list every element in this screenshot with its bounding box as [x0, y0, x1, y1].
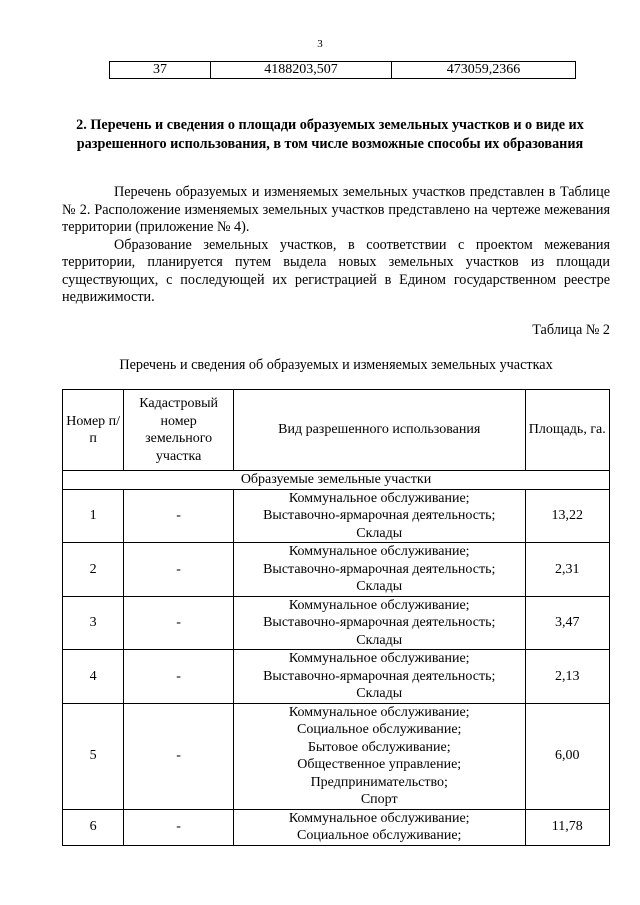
cell-cadastral: - — [124, 489, 234, 543]
table-body — [63, 471, 610, 846]
table-label: Таблица № 2 — [532, 322, 610, 338]
use-line: Бытовое обслуживание; — [307, 739, 451, 755]
table-row — [63, 596, 610, 650]
table-header-row — [63, 390, 610, 471]
use-line: Склады — [356, 632, 403, 648]
cell-area: 11,78 — [525, 809, 609, 845]
use-line: Коммунальное обслуживание; — [288, 651, 470, 666]
cell-cadastral: - — [124, 596, 234, 650]
body-text — [62, 184, 610, 307]
use-line: Социальное обслуживание; — [296, 828, 462, 843]
use-line: Склады — [356, 686, 403, 701]
cell-num: 5 — [63, 703, 124, 809]
table-cell: 4188203,507 — [211, 62, 392, 79]
cell-area: 6,00 — [525, 703, 609, 809]
table-row — [63, 543, 610, 597]
cell-area: 13,22 — [525, 489, 609, 543]
cell-area: 2,13 — [525, 650, 609, 704]
cell-area: 3,47 — [525, 596, 609, 650]
header-use: Вид разрешенного использования — [233, 390, 525, 471]
cell-area: 2,31 — [525, 543, 609, 597]
paragraph: Перечень образуемых и изменяемых земельных участков представлен в Таблице № 2. Расположение изменяемых земельных участков представлено на чертеже межевания территории (приложение № 4). — [62, 184, 610, 235]
cell-use — [233, 596, 525, 650]
table-group-row — [63, 471, 610, 490]
header-num: Номер п/п — [63, 390, 124, 471]
use-line: Коммунальное обслуживание; — [288, 544, 470, 559]
use-line: Коммунальное обслуживание; — [288, 597, 470, 613]
cell-cadastral: - — [124, 703, 234, 809]
cell-use — [233, 543, 525, 597]
use-line: Коммунальное обслуживание; — [288, 490, 470, 506]
continued-coordinates-table — [109, 61, 576, 79]
cell-cadastral: - — [124, 809, 234, 845]
use-line: Выставочно-ярмарочная деятельность; — [263, 668, 496, 684]
use-line: Коммунальное обслуживание; — [288, 810, 470, 826]
cell-cadastral: - — [124, 543, 234, 597]
group-title: Образуемые земельные участки — [63, 471, 610, 490]
use-line: Склады — [356, 525, 403, 541]
table-row — [63, 809, 610, 845]
cell-use — [233, 489, 525, 543]
table-caption: Перечень и сведения об образуемых и изменяемых земельных участках — [119, 357, 553, 373]
use-line: Склады — [356, 579, 403, 594]
use-line: Спорт — [360, 792, 398, 807]
use-line: Выставочно-ярмарочная деятельность; — [263, 508, 496, 523]
cell-num: 2 — [63, 543, 124, 597]
table-row — [110, 62, 576, 79]
table-cell: 37 — [110, 62, 211, 79]
cell-use — [233, 703, 525, 809]
cell-use — [233, 650, 525, 704]
use-line: Предпринимательство; — [310, 774, 448, 790]
cell-num: 1 — [63, 489, 124, 543]
cell-cadastral: - — [124, 650, 234, 704]
cell-num: 3 — [63, 596, 124, 650]
cell-use — [233, 809, 525, 845]
section-heading: 2. Перечень и сведения о площади образуемых земельных участков и о виде их разрешенного использования, в том числе возможные способы их образования — [76, 117, 584, 152]
header-cadastral: Кадастровый номер земельного участка — [124, 390, 234, 471]
cell-num: 6 — [63, 809, 124, 845]
header-area: Площадь, га. — [525, 390, 609, 471]
use-line: Коммунальное обслуживание; — [288, 704, 470, 720]
table-cell: 473059,2366 — [392, 62, 576, 79]
cell-num: 4 — [63, 650, 124, 704]
use-line: Социальное обслуживание; — [296, 722, 462, 737]
land-plots-table — [62, 389, 610, 846]
use-line: Выставочно-ярмарочная деятельность; — [263, 615, 496, 630]
table-row — [63, 489, 610, 543]
use-line: Выставочно-ярмарочная деятельность; — [263, 561, 496, 577]
table-row — [63, 703, 610, 809]
use-line: Общественное управление; — [297, 757, 462, 772]
page-number: 3 — [317, 38, 323, 50]
table-row — [63, 650, 610, 704]
paragraph: Образование земельных участков, в соответствии с проектом межевания территории, планируется путем выдела новых земельных участков из площади существующих, с последующей их регистрацией в Едином государственном реестре недвижимости. — [62, 236, 610, 305]
